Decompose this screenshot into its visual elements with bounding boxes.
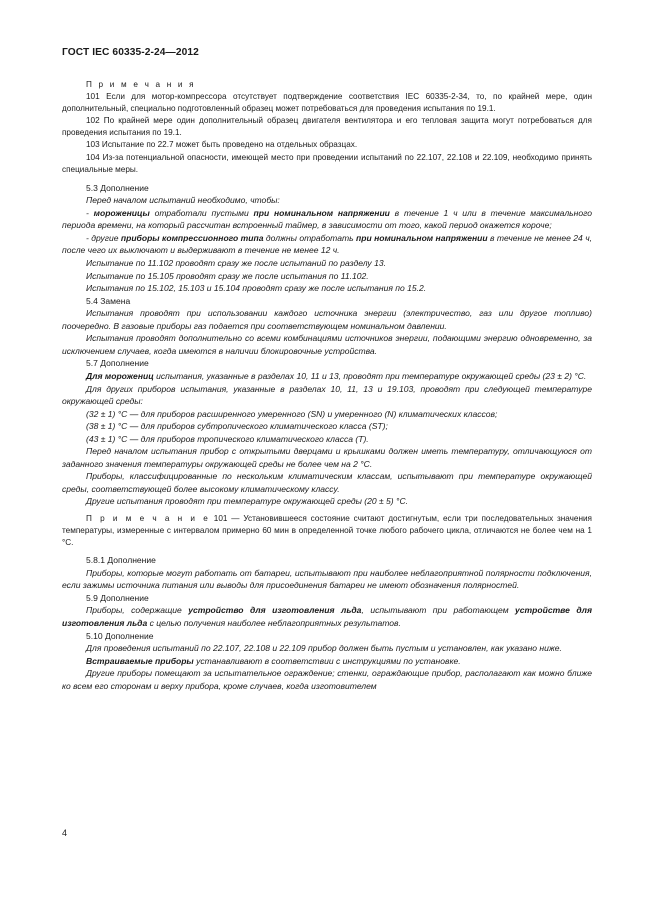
document-body xyxy=(62,79,592,692)
section-5-7-p2: Для других приборов испытания, указанные в разделах 10, 11, 13 и 19.103, проводят при следующей температуре окружающей среды: xyxy=(62,383,592,407)
section-5-7-heading: 5.7 Дополнение xyxy=(86,358,149,369)
note-2-101: П р и м е ч а н и е 101 — Установившееся состояние считают достигнутым, если три последовательных значения температуры, измеренные с интервалом примерно 60 мин в определенной точке любого рабочего цикла, отличаются не более чем на 1 °С. xyxy=(62,513,592,548)
page-number: 4 xyxy=(62,828,68,838)
section-5-10-p2: Встраиваемые приборы устанавливают в соответствии с инструкциями по установке. xyxy=(86,655,461,666)
section-5-7-temp-3: (43 ± 1) °С — для приборов тропического климатического класса (Т). xyxy=(86,433,369,444)
section-5-7-p5: Другие испытания проводят при температуре окружающей среды (20 ± 5) °С. xyxy=(86,496,408,507)
section-5-8-1-p1: Приборы, которые могут работать от батареи, испытывают при наиболее неблагоприятной полярности подключения, если зажимы источника питания или выводы для присоединения батареи не имеют обозначения полярностей. xyxy=(62,567,592,591)
section-5-3-intro: Перед началом испытаний необходимо, чтобы: xyxy=(86,195,280,206)
note-103: 103 Испытание по 22.7 может быть проведено на отдельных образцах. xyxy=(86,140,358,150)
section-5-10-p3: Другие приборы помещают за испытательное ограждение; стенки, ограждающие прибор, располагают как можно ближе ко всем его сторонам и верху прибора, кроме случаев, когда изготовителем xyxy=(62,668,592,691)
section-5-7-p1: Для морожениц испытания, указанные в разделах 10, 11 и 13, проводят при температуре окружающей среды (23 ± 2) °С. xyxy=(86,370,587,381)
note-101: 101 Если для мотор-компрессора отсутствует подтверждение соответствия IEC 60335-2-34, то, по крайней мере, один дополнительный, специально подготовленный образец может потребоваться для проведения испытания по 19.1. xyxy=(62,92,592,114)
section-5-4-p1: Испытания проводят при использовании каждого источника энергии (электричество, газ или другое топливо) поочередно. В газовые приборы газ подается при соответствующем номинальном давлении. xyxy=(62,308,592,331)
document-header: ГОСТ IEC 60335-2-24—2012 xyxy=(62,47,199,58)
section-5-8-1-heading: 5.8.1 Дополнение xyxy=(86,555,156,566)
section-5-4-p2: Испытания проводят дополнительно со всеми комбинациями источников энергии, подающими энергию одновременно, за исключением случаев, когда имеются в наличии блокировочные устройства. xyxy=(62,333,592,356)
section-5-7-p3: Перед началом испытания прибор с открытыми дверцами и крышками должен иметь температуру, отличающуюся от заданного значения температуры окружающей среды не более чем на 2 °С. xyxy=(62,446,592,469)
note-102: 102 По крайней мере один дополнительный образец двигателя вентилятора и его тепловая защита могут потребоваться для проведения испытания по 19.1. xyxy=(62,116,592,138)
section-5-9-heading: 5.9 Дополнение xyxy=(86,592,149,603)
section-5-7-temp-1: (32 ± 1) °С — для приборов расширенного умеренного (SN) и умеренного (N) климатических классов; xyxy=(86,408,498,419)
section-5-10-p1: Для проведения испытаний по 22.107, 22.108 и 22.109 прибор должен быть пустым и установлен, как указано ниже. xyxy=(86,643,562,654)
section-5-7-p4: Приборы, классифицированные по нескольким климатическим классам, испытывают при температуре окружающей среды, соответствующей более высокому климатическому классу. xyxy=(62,471,592,494)
section-5-3-line-4: Испытание по 15.105 проводят сразу же после испытания по 11.102. xyxy=(86,270,369,281)
notes-heading: П р и м е ч а н и я xyxy=(86,80,196,89)
section-5-3-heading: 5.3 Дополнение xyxy=(86,182,149,193)
note-104: 104 Из-за потенциальной опасности, имеющей место при проведении испытаний по 22.107, 22.108 и 22.109, необходимо принять специальные меры. xyxy=(62,152,592,174)
section-5-3-line-3: Испытание по 11.102 проводят сразу же после испытаний по разделу 13. xyxy=(86,258,386,269)
section-5-3-bullet-2: - другие приборы компрессионного типа должны отработать при номинальном напряжении в течение не менее 24 ч, после чего их выключают и выдерживают в течение не менее 12 ч. xyxy=(62,232,593,256)
section-5-3-bullet-1: - мороженицы отработали пустыми при номинальном напряжении в течение 1 ч или в течение максимального периода времени, на который рассчитан встроенный таймер, в зависимости от того, какой период окажется короче; xyxy=(62,207,592,231)
section-5-7-temp-2: (38 ± 1) °С — для приборов субтропического климатического класса (ST); xyxy=(86,421,388,432)
section-5-9-p1: Приборы, содержащие устройство для изготовления льда, испытывают при работающем устройстве для изготовления льда с целью получения наиболее неблагоприятных результатов. xyxy=(62,605,592,628)
section-5-4-heading: 5.4 Замена xyxy=(86,295,131,306)
section-5-10-heading: 5.10 Дополнение xyxy=(86,630,154,641)
section-5-3-line-5: Испытания по 15.102, 15.103 и 15.104 проводят сразу же после испытания по 15.2. xyxy=(86,283,427,294)
